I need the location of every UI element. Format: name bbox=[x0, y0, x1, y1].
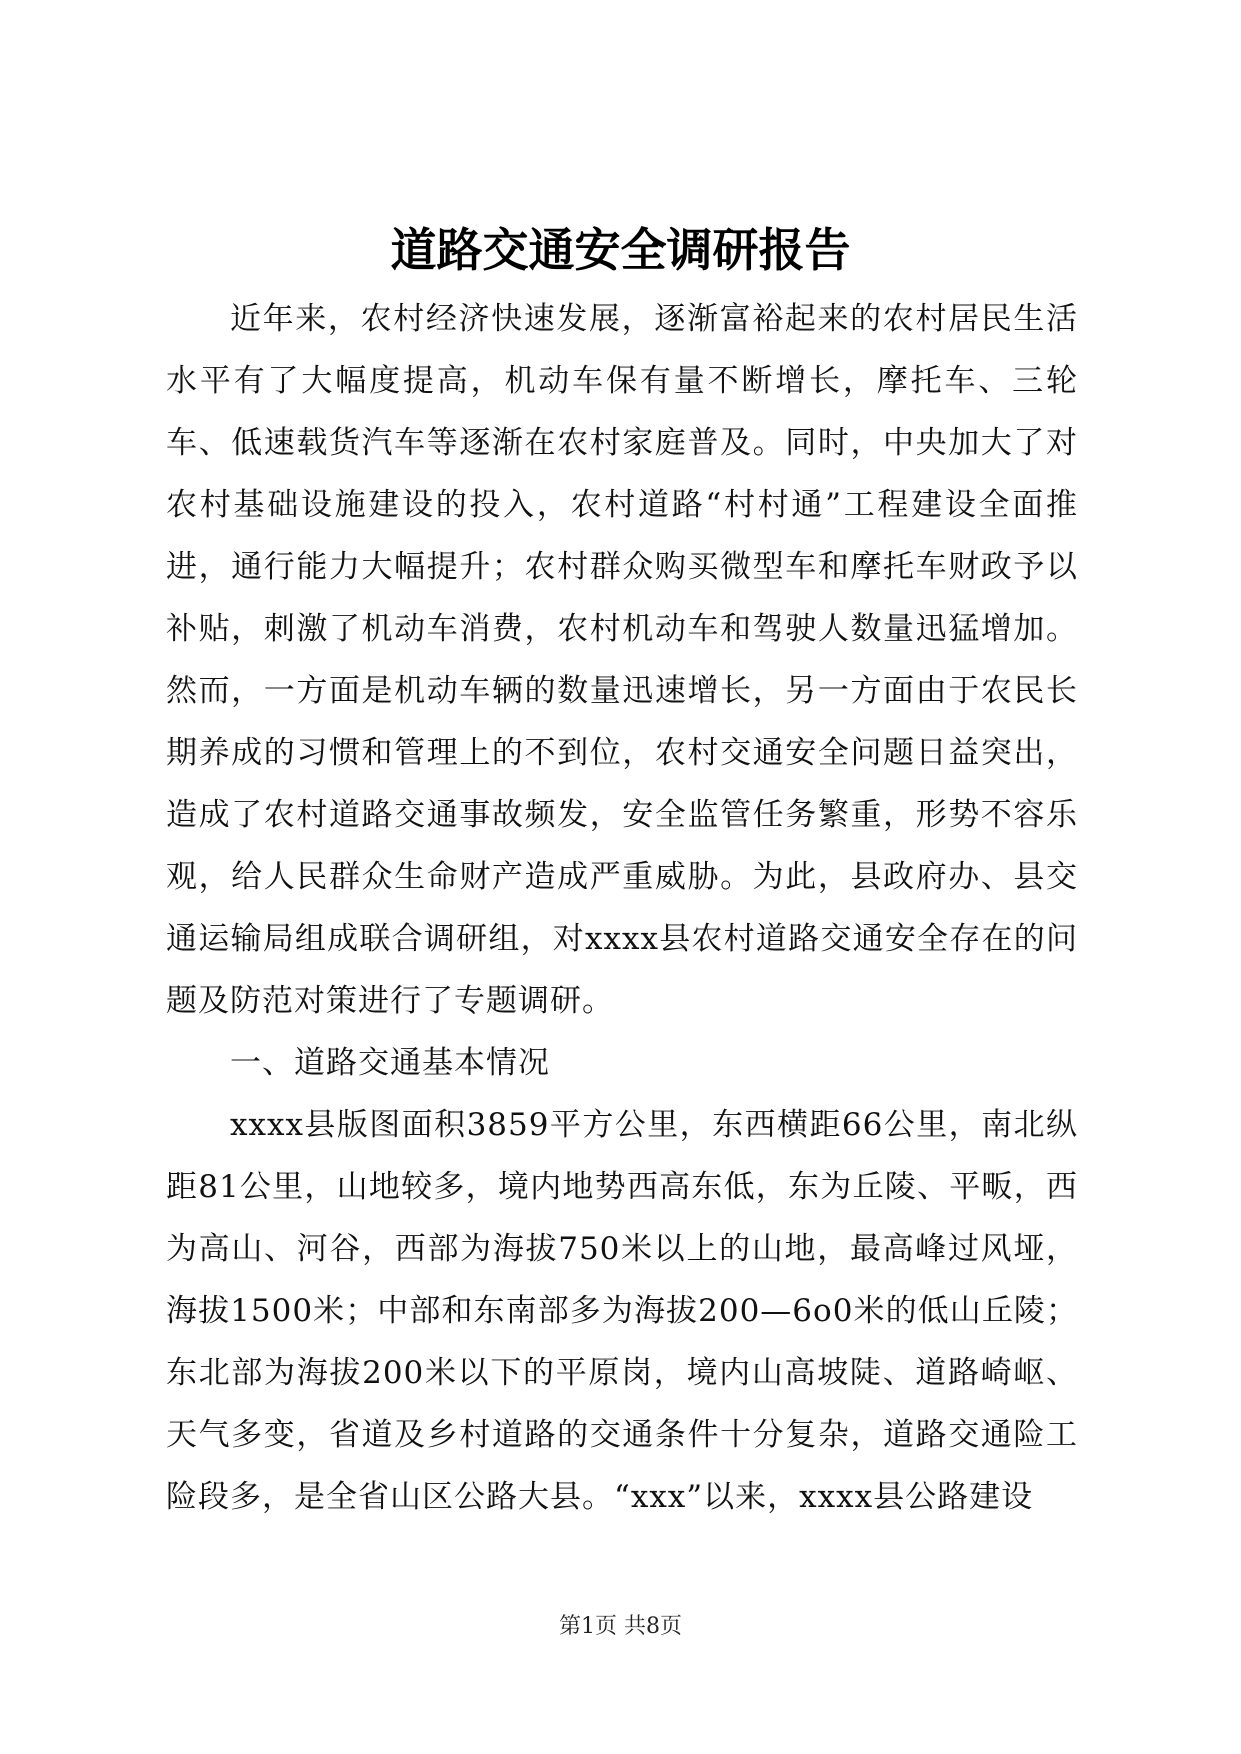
intro-paragraph: 近年来，农村经济快速发展，逐渐富裕起来的农村居民生活水平有了大幅度提高，机动车保有量不断增长，摩托车、三轮车、低速载货汽车等逐渐在农村家庭普及。同时，中央加大了对农村基础设施建设的投入，农村道路“村村通”工程建设全面推进，通行能力大幅提升；农村群众购买微型车和摩托车财政予以补贴，刺激了机动车消费，农村机动车和驾驶人数量迅猛增加。然而，一方面是机动车辆的数量迅速增长，另一方面由于农民长期养成的习惯和管理上的不到位，农村交通安全问题日益突出，造成了农村道路交通事故频发，安全监管任务繁重，形势不容乐观，给人民群众生命财产造成严重威胁。为此，县政府办、县交通运输局组成联合调研组，对xxxx县农村道路交通安全存在的问题及防范对策进行了专题调研。 bbox=[166, 301, 1078, 1019]
page-number-footer: 第1页 共8页 bbox=[559, 1614, 682, 1639]
section-heading: 一、道路交通基本情况 bbox=[230, 1045, 550, 1081]
document-title: 道路交通安全调研报告 bbox=[390, 223, 851, 277]
document-body bbox=[166, 288, 1078, 1528]
geography-paragraph: xxxx县版图面积3859平方公里，东西横距66公里，南北纵距81公里，山地较多，境内地势西高东低，东为丘陵、平畈，西为高山、河谷，西部为海拔750米以上的山地，最高峰过风垭，海拔1500米；中部和东南部多为海拔200—6o0米的低山丘陵；东北部为海拔200米以下的平原岗，境内山高坡陡、道路崎岖、天气多变，省道及乡村道路的交通条件十分复杂，道路交通险工险段多，是全省山区公路大县。“xxx”以来，xxxx县公路建设 bbox=[166, 1107, 1078, 1515]
